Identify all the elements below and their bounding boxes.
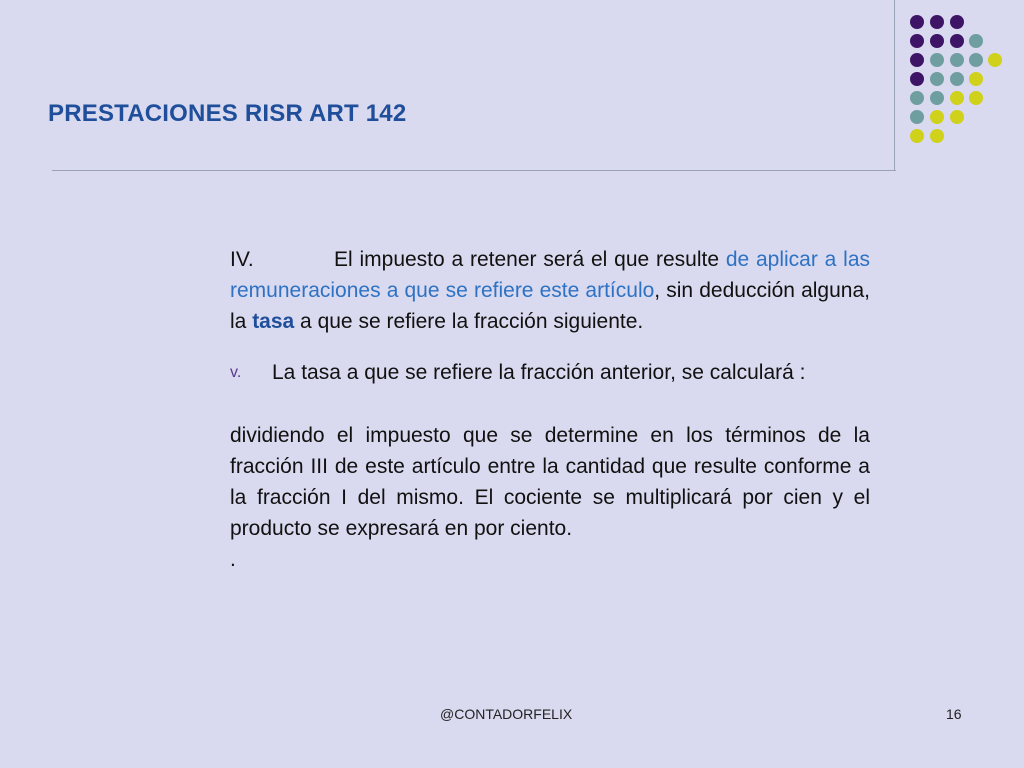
title-divider-vertical: [894, 0, 895, 171]
dot: [988, 53, 1002, 67]
dot: [950, 91, 964, 105]
paragraph-iv-text-blue: de aplicar a las remuneraciones a que se refiere este artículo: [230, 248, 870, 302]
paragraph-v-text: La tasa a que se refiere la fracción anterior, se calculará :: [272, 361, 806, 384]
slide-title: PRESTACIONES RISR ART 142: [48, 100, 407, 127]
slide-number: 16: [946, 706, 962, 722]
paragraph-iv-tasa: tasa: [252, 310, 295, 333]
dot: [910, 53, 924, 67]
dot: [910, 129, 924, 143]
dot: [930, 53, 944, 67]
trailing-dot: .: [230, 548, 236, 571]
dot: [950, 110, 964, 124]
dot: [930, 72, 944, 86]
paragraph-calculation: dividiendo el impuesto que se determine en los términos de la fracción III de este artículo entre la cantidad que resulte conforme a la fracción I del mismo. El cociente se multiplicará por cien y el producto se expresará en por ciento.: [230, 424, 870, 540]
footer-author: @CONTADORFELIX: [440, 706, 573, 722]
paragraph-iv-text-3: , sin deducción alguna, la: [230, 279, 870, 333]
dot: [969, 72, 983, 86]
dot: [950, 53, 964, 67]
paragraph-v-marker: v.: [230, 364, 242, 381]
paragraph-iv-number: IV.: [230, 248, 254, 271]
dot: [930, 15, 944, 29]
title-divider-horizontal: [52, 170, 896, 171]
dot: [969, 91, 983, 105]
dot: [910, 15, 924, 29]
decorative-dots-pattern: [904, 10, 1014, 150]
paragraph-iv: [230, 244, 870, 337]
dot: [910, 72, 924, 86]
dot: [930, 34, 944, 48]
paragraph-iv-text-5: a que se refiere la fracción siguiente.: [294, 310, 644, 333]
dot: [930, 110, 944, 124]
dot: [950, 72, 964, 86]
dot: [910, 110, 924, 124]
dot: [930, 91, 944, 105]
dot: [910, 91, 924, 105]
paragraph-iv-text-1: El impuesto a retener será el que resulte: [334, 248, 726, 271]
slide-body: [230, 244, 870, 575]
dot: [950, 34, 964, 48]
dot: [969, 34, 983, 48]
dot: [969, 53, 983, 67]
dot: [950, 15, 964, 29]
paragraph-v: [230, 357, 870, 388]
dot: [910, 34, 924, 48]
dot: [930, 129, 944, 143]
